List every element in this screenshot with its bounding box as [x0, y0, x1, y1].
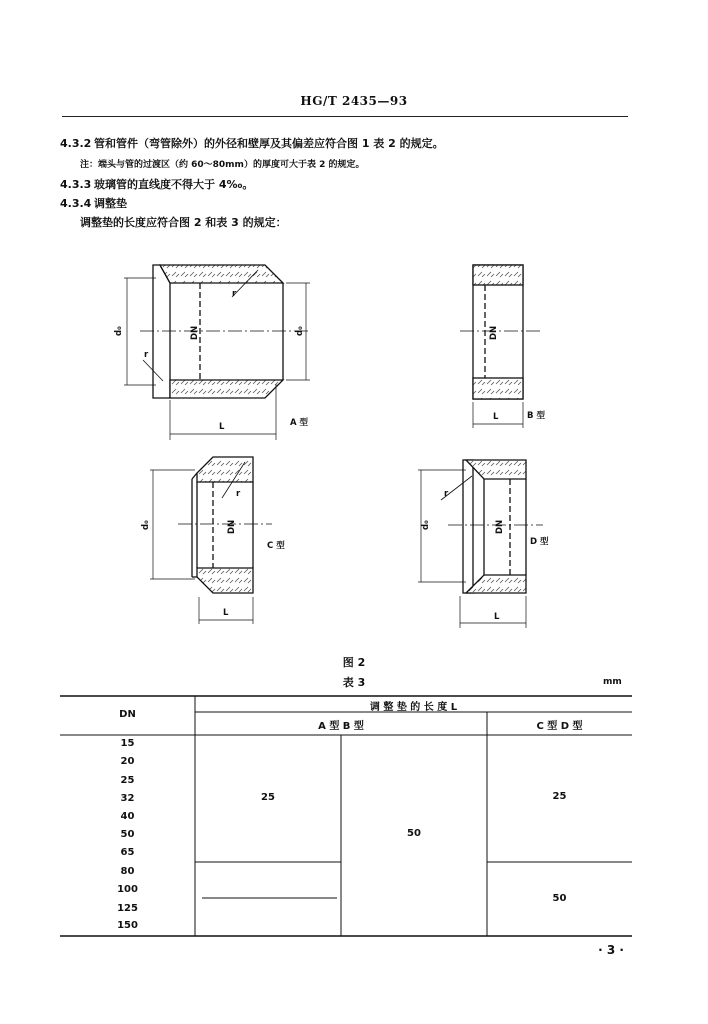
table-title: 表 3	[342, 676, 366, 689]
a-l-label: L	[219, 422, 225, 432]
clause-number: 4.3.3	[60, 178, 92, 191]
clause-note: 注：端头与管的过渡区（约 60～80mm）的厚度可大于表 2 的规定。	[80, 160, 365, 170]
c-dn-label: DN	[227, 519, 237, 534]
a-d0-label-right: d₀	[295, 326, 305, 336]
clause-number: 4.3.2	[60, 137, 92, 150]
table-cell-a-upper: 25	[261, 792, 275, 803]
standard-header: HG/T 2435—93	[300, 94, 408, 108]
type-d-drawing	[418, 460, 543, 628]
table-row-dn: 40	[120, 811, 135, 822]
page-number: · 3 ·	[598, 943, 624, 957]
table-row-dn: 20	[120, 756, 135, 767]
table-row-dn: 50	[120, 829, 135, 840]
table-row-dn: 65	[120, 847, 135, 858]
clause-text: 调整垫	[94, 197, 127, 210]
d-d0-label: d₀	[421, 520, 431, 530]
table-unit: mm	[603, 677, 622, 687]
table-row-dn: 15	[120, 738, 135, 749]
a-d0-label: d₀	[114, 326, 124, 336]
type-a-label: A 型	[290, 418, 309, 428]
c-l-label: L	[223, 608, 229, 618]
clause-number: 4.3.4	[60, 197, 92, 210]
a-r-label: r	[144, 350, 149, 360]
table-row-dn: 150	[117, 920, 138, 931]
table-cell-cd-lower: 50	[552, 893, 567, 904]
type-c-drawing	[150, 457, 272, 624]
d-l-label: L	[494, 612, 500, 622]
table-row-dn: 25	[120, 775, 135, 786]
type-d-label: D 型	[530, 537, 549, 547]
table-row-dn: 80	[120, 866, 135, 877]
c-d0-label: d₀	[141, 520, 151, 530]
table-header-group: 调 整 垫 的 长 度 L	[369, 702, 458, 713]
b-l-label: L	[493, 412, 499, 422]
table-row-dn: 125	[117, 903, 138, 914]
table-row-dn: 100	[117, 884, 138, 895]
clause-paragraph: 调整垫的长度应符合图 2 和表 3 的规定：	[80, 216, 287, 229]
a-dn-label: DN	[190, 325, 200, 340]
a-r-label-top: r	[232, 289, 237, 299]
type-b-label: B 型	[527, 411, 545, 421]
d-dn-label: DN	[495, 519, 505, 534]
figure-caption: 图 2	[342, 656, 366, 669]
table-cell-b: 50	[407, 828, 421, 839]
b-dn-label: DN	[489, 325, 499, 340]
d-r-label: r	[444, 489, 449, 499]
table-header-dn: DN	[119, 709, 136, 720]
table-row-dn: 32	[120, 793, 135, 804]
type-c-label: C 型	[267, 541, 285, 551]
table-header-ab: A 型 B 型	[318, 721, 364, 732]
table-cell-cd-upper: 25	[552, 791, 567, 802]
table-header-cd: C 型 D 型	[536, 721, 583, 732]
type-a-drawing	[124, 265, 310, 440]
c-r-label: r	[236, 489, 241, 499]
type-b-drawing	[460, 265, 540, 428]
clause-text: 管和管件（弯管除外）的外径和壁厚及其偏差应符合图 1 表 2 的规定。	[94, 137, 444, 150]
clause-text: 玻璃管的直线度不得大于 4‰。	[94, 178, 254, 191]
